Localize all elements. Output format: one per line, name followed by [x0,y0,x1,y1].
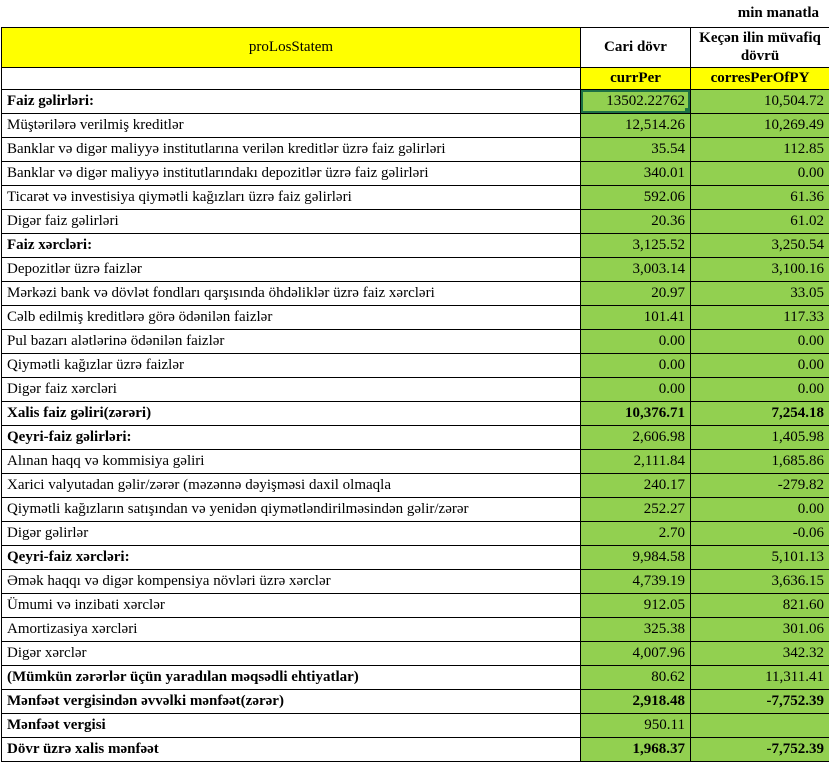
value-corresperofpy[interactable]: 5,101.13 [691,546,829,570]
table-row [2,402,829,426]
sub-header-corresperofpy[interactable]: corresPerOfPY [691,68,829,90]
value-corresperofpy[interactable]: 0.00 [691,354,829,378]
row-label[interactable]: Cəlb edilmiş kreditlərə görə ödənilən faizlər [2,306,581,330]
table-row [2,738,829,762]
row-label[interactable]: Xalis faiz gəliri(zərəri) [2,402,581,426]
col-header-previous-period[interactable]: Keçən ilin müvafiq dövrü [691,28,829,68]
value-corresperofpy[interactable]: 3,636.15 [691,570,829,594]
value-currper[interactable]: 101.41 [581,306,691,330]
value-corresperofpy[interactable]: 821.60 [691,594,829,618]
table-row [2,666,829,690]
value-currper[interactable]: 2,606.98 [581,426,691,450]
row-label[interactable]: Qeyri-faiz xərcləri: [2,546,581,570]
table-row [2,378,829,402]
table-row [2,282,829,306]
value-currper[interactable]: 950.11 [581,714,691,738]
table-row [2,162,829,186]
value-currper[interactable]: 20.97 [581,282,691,306]
table-row [2,570,829,594]
row-label[interactable]: Xarici valyutadan gəlir/zərər (məzənnə dəyişməsi daxil olmaqla [2,474,581,498]
value-currper[interactable]: 4,007.96 [581,642,691,666]
value-corresperofpy[interactable]: -279.82 [691,474,829,498]
value-corresperofpy[interactable]: 1,685.86 [691,450,829,474]
row-label[interactable]: Faiz gəlirləri: [2,90,581,114]
row-label[interactable]: Qiymətli kağızlar üzrə faizlər [2,354,581,378]
row-label[interactable]: Digər gəlirlər [2,522,581,546]
table-row [2,330,829,354]
row-label[interactable]: Amortizasiya xərcləri [2,618,581,642]
value-corresperofpy[interactable]: 1,405.98 [691,426,829,450]
value-currper[interactable]: 20.36 [581,210,691,234]
table-row [2,474,829,498]
value-currper[interactable]: 3,125.52 [581,234,691,258]
value-currper[interactable]: 240.17 [581,474,691,498]
value-currper[interactable]: 0.00 [581,330,691,354]
profit-loss-table [1,27,829,762]
table-row [2,426,829,450]
table-row [2,618,829,642]
value-currper[interactable]: 592.06 [581,186,691,210]
table-row [2,258,829,282]
value-currper[interactable]: 80.62 [581,666,691,690]
value-currper[interactable]: 2.70 [581,522,691,546]
table-row [2,690,829,714]
row-label[interactable]: Digər faiz gəlirləri [2,210,581,234]
value-corresperofpy[interactable]: 61.36 [691,186,829,210]
row-label[interactable]: Ticarət və investisiya qiymətli kağızları üzrə faiz gəlirləri [2,186,581,210]
table-row [2,306,829,330]
table-row [2,354,829,378]
value-corresperofpy[interactable]: 3,100.16 [691,258,829,282]
value-currper[interactable]: 0.00 [581,378,691,402]
value-corresperofpy[interactable]: -7,752.39 [691,738,829,762]
value-corresperofpy[interactable]: 301.06 [691,618,829,642]
row-label[interactable]: Depozitlər üzrə faizlər [2,258,581,282]
unit-note: min manatla [737,5,819,21]
table-title-cell[interactable]: proLosStatem [2,28,581,68]
row-label[interactable]: (Mümkün zərərlər üçün yaradılan məqsədli ehtiyatlar) [2,666,581,690]
row-label[interactable]: Qeyri-faiz gəlirləri: [2,426,581,450]
value-corresperofpy[interactable]: 33.05 [691,282,829,306]
value-currper[interactable]: 12,514.26 [581,114,691,138]
value-corresperofpy[interactable]: 11,311.41 [691,666,829,690]
row-label[interactable]: Alınan haqq və kommisiya gəliri [2,450,581,474]
value-currper[interactable]: 340.01 [581,162,691,186]
value-corresperofpy[interactable]: 0.00 [691,498,829,522]
header-row [2,28,829,68]
value-currper[interactable]: 35.54 [581,138,691,162]
row-label[interactable]: Faiz xərcləri: [2,234,581,258]
empty-header-cell[interactable] [2,68,581,90]
table-row [2,498,829,522]
row-label[interactable]: Ümumi və inzibati xərclər [2,594,581,618]
value-corresperofpy[interactable]: 0.00 [691,330,829,354]
value-corresperofpy[interactable] [691,714,829,738]
table-row [2,714,829,738]
value-currper[interactable]: 4,739.19 [581,570,691,594]
value-currper[interactable]: 0.00 [581,354,691,378]
value-currper[interactable]: 912.05 [581,594,691,618]
row-label[interactable]: Banklar və digər maliyyə institutlarına verilən kreditlər üzrə faiz gəlirləri [2,138,581,162]
table-row [2,546,829,570]
value-currper[interactable]: 1,968.37 [581,738,691,762]
value-currper[interactable]: 10,376.71 [581,402,691,426]
value-corresperofpy[interactable]: 0.00 [691,378,829,402]
value-currper[interactable]: 9,984.58 [581,546,691,570]
col-header-current-period[interactable]: Cari dövr [581,28,691,68]
row-label[interactable]: Mənfəət vergisindən əvvəlki mənfəət(zərər) [2,690,581,714]
value-corresperofpy[interactable]: 61.02 [691,210,829,234]
table-row [2,594,829,618]
table-row [2,114,829,138]
value-corresperofpy[interactable]: 117.33 [691,306,829,330]
row-label[interactable]: Dövr üzrə xalis mənfəət [2,738,581,762]
value-corresperofpy[interactable]: 0.00 [691,162,829,186]
table-row [2,90,829,114]
value-corresperofpy[interactable]: 112.85 [691,138,829,162]
table-row [2,642,829,666]
sub-header-currper[interactable]: currPer [581,68,691,90]
value-currper[interactable]: 252.27 [581,498,691,522]
table-row [2,234,829,258]
selected-cell-currper[interactable]: 13502.22762 [581,90,691,114]
value-corresperofpy[interactable]: -0.06 [691,522,829,546]
value-corresperofpy[interactable]: 7,254.18 [691,402,829,426]
value-corresperofpy[interactable]: -7,752.39 [691,690,829,714]
sub-header-row [2,68,829,90]
row-label[interactable]: Mənfəət vergisi [2,714,581,738]
row-label[interactable]: Müştərilərə verilmiş kreditlər [2,114,581,138]
value-currper[interactable]: 3,003.14 [581,258,691,282]
row-label[interactable]: Digər faiz xərcləri [2,378,581,402]
value-currper[interactable]: 2,111.84 [581,450,691,474]
value-currper[interactable]: 2,918.48 [581,690,691,714]
row-label[interactable]: Pul bazarı alətlərinə ödənilən faizlər [2,330,581,354]
row-label[interactable]: Mərkəzi bank və dövlət fondları qarşısında öhdəliklər üzrə faiz xərcləri [2,282,581,306]
row-label[interactable]: Banklar və digər maliyyə institutlarındakı depozitlər üzrə faiz gəlirləri [2,162,581,186]
value-corresperofpy[interactable]: 10,504.72 [691,90,829,114]
value-corresperofpy[interactable]: 10,269.49 [691,114,829,138]
row-label[interactable]: Qiymətli kağızların satışından və yenidən qiymətləndirilməsindən gəlir/zərər [2,498,581,522]
table-row [2,450,829,474]
value-currper[interactable]: 325.38 [581,618,691,642]
value-corresperofpy[interactable]: 3,250.54 [691,234,829,258]
row-label[interactable]: Əmək haqqı və digər kompensiya növləri üzrə xərclər [2,570,581,594]
row-label[interactable]: Digər xərclər [2,642,581,666]
table-row [2,138,829,162]
table-row [2,186,829,210]
table-row [2,522,829,546]
table-row [2,210,829,234]
value-corresperofpy[interactable]: 342.32 [691,642,829,666]
